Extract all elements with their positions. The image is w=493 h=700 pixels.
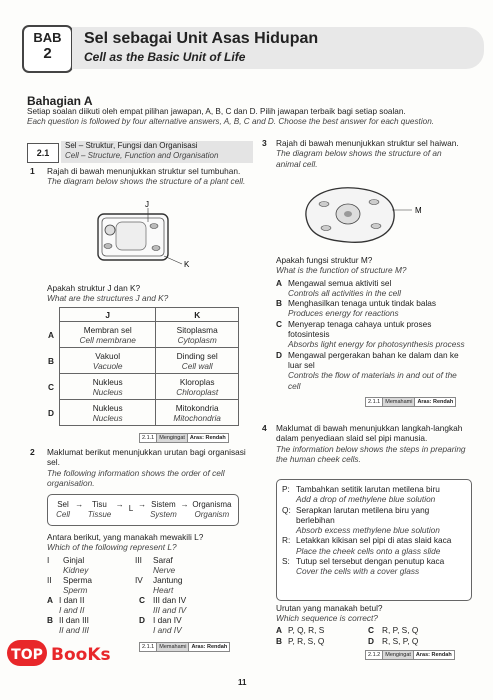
option-k-en: Cell wall [181, 360, 213, 371]
q2-number: 2 [30, 447, 35, 457]
item-text: Saraf [153, 555, 173, 565]
item-numeral: IV [135, 575, 143, 585]
option-k-en: Chloroplast [176, 386, 219, 397]
q2-flow: Sel Cell → Tisu Tissue → L → Sistem System → Organisma Organism [56, 500, 232, 519]
option-text-en: Controls the flow of materials in and out of the cell [288, 370, 457, 391]
option-letter[interactable]: D [139, 615, 145, 625]
option-k: Kloroplas [179, 376, 215, 387]
item-text-en: Sperm [63, 585, 88, 595]
q4-steps [282, 484, 468, 577]
q1-number: 1 [30, 166, 35, 176]
svg-text:TOP: TOP [11, 647, 43, 663]
item-text-en: Kidney [63, 565, 89, 575]
q4-number: 4 [262, 423, 267, 433]
q3-tag [366, 397, 456, 405]
option-text: Menyerap tenaga cahaya untuk proses fotosintesis [288, 318, 432, 340]
option-k: Mitokondria [175, 402, 219, 413]
tag-level: Aras: Rendah [187, 433, 229, 443]
option-text-en: I and IV [153, 625, 182, 635]
option-letter: B [276, 298, 282, 309]
step-text-en: Cover the cells with a cover glass [296, 566, 420, 577]
step-text: Letakkan kikisan sel pipi di atas slaid kaca [296, 535, 452, 546]
tag-skill: Mengingat [382, 650, 414, 660]
q3-number: 3 [262, 138, 267, 148]
option-j-en: Nucleus [92, 412, 123, 423]
step-key: S: [282, 556, 290, 567]
q3-option-d[interactable] [276, 350, 471, 391]
topbooks-logo [5, 632, 140, 672]
option-j: Vakuol [95, 350, 121, 361]
q1-ask-en: What are the structures J and K? [47, 293, 169, 304]
option-letter[interactable]: B [47, 615, 53, 625]
item-text: Jantung [153, 575, 183, 585]
q4-question [276, 603, 471, 624]
topic-title [61, 141, 253, 163]
q4-stem-en: The information below shows the steps in preparing the human cheek cells. [276, 443, 466, 464]
q1-option-a[interactable] [43, 322, 239, 348]
flow-step: Sistem [151, 500, 176, 509]
step-key: Q: [282, 504, 291, 515]
page-number: 11 [238, 678, 247, 687]
tag-level: Aras: Rendah [414, 397, 456, 407]
q4-steps-box [276, 479, 472, 601]
q3-stem [276, 138, 466, 169]
q3-ask-ms: Apakah fungsi struktur M? [276, 255, 373, 265]
q1-option-b[interactable] [43, 348, 239, 374]
item-numeral: III [135, 555, 142, 565]
chapter-title: Sel sebagai Unit Asas Hidupan [84, 30, 319, 47]
flow-step-en: Organism [194, 510, 230, 519]
chapter-number: 2 [43, 45, 52, 62]
plant-cell-diagram [90, 200, 200, 274]
q1-ask-ms: Apakah struktur J dan K? [47, 283, 141, 293]
option-j: Membran sel [83, 324, 132, 335]
option-letter[interactable]: B [276, 636, 282, 646]
tag-level: Aras: Rendah [188, 642, 230, 652]
option-text-en: II and III [59, 625, 89, 635]
instructions-ms: Setiap soalan diikuti oleh empat pilihan jawapan, A, B, C dan D. Pilih jawapan terbaik bagi setiap soalan. [27, 107, 406, 116]
step-key: R: [282, 535, 291, 546]
q2-stem [47, 447, 247, 488]
option-text: I dan IV [153, 615, 182, 625]
item-text-en: Heart [153, 585, 174, 595]
flow-step: Tisu [92, 500, 107, 509]
step-text-en: Absorb excess methylene blue solution [296, 525, 440, 536]
item-numeral: II [47, 575, 52, 585]
animal-cell-diagram [300, 182, 430, 248]
option-j-en: Nucleus [92, 386, 123, 397]
option-j: Nukleus [92, 402, 123, 413]
chapter-header [0, 22, 493, 72]
q4-tag [366, 650, 455, 658]
q1-stem-ms: Rajah di bawah menunjukkan struktur sel tumbuhan. [47, 166, 241, 176]
option-k: Dinding sel [176, 350, 218, 361]
step-key: P: [282, 484, 290, 494]
option-text: III dan IV [153, 595, 187, 605]
q1-question [47, 283, 247, 304]
option-text-en: I and II [59, 605, 85, 615]
item-text-en: Nerve [153, 565, 176, 575]
q2-items [47, 555, 247, 635]
q2-flow-box [47, 494, 239, 526]
q4-ask-en: Which sequence is correct? [276, 613, 378, 624]
option-text: P, Q, R, S [288, 625, 325, 635]
svg-text:BooKs: BooKs [51, 645, 111, 665]
chapter-subtitle: Cell as the Basic Unit of Life [84, 50, 246, 64]
tag-level: Aras: Rendah [413, 650, 455, 660]
option-j-en: Cell membrane [79, 334, 136, 345]
flow-step-en: Tissue [87, 510, 112, 519]
option-text: Mengawal semua aktiviti sel [288, 277, 392, 288]
option-letter: B [48, 355, 54, 366]
q1-col-k: K [156, 308, 239, 322]
option-letter[interactable]: C [139, 595, 145, 605]
option-letter[interactable]: D [368, 636, 374, 646]
q3-option-b[interactable] [276, 298, 471, 319]
tag-code: 2.1.2 [365, 650, 383, 660]
q4-stem [276, 423, 471, 464]
option-text: P, R, S, Q [288, 636, 325, 646]
item-text: Sperma [63, 575, 93, 585]
q1-stem-en: The diagram below shows the structure of a plant cell. [47, 176, 246, 187]
topic-title-en: Cell – Structure, Function and Organisation [65, 151, 219, 160]
option-text: Mengawal pergerakan bahan ke dalam dan ke luar sel [288, 349, 459, 370]
option-text-en: Produces energy for reactions [288, 308, 399, 319]
flow-step: Organisma [192, 500, 232, 509]
step-text-en: Add a drop of methylene blue solution [296, 494, 436, 505]
q3-options [276, 278, 471, 391]
label-j: J [145, 200, 149, 209]
option-text-en: Controls all activities in the cell [288, 287, 401, 298]
instructions [27, 107, 472, 127]
q1-col-j: J [60, 308, 156, 322]
instructions-en: Each question is followed by four alternative answers, A, B, C and D. Choose the best answer for each question. [27, 117, 435, 126]
option-text: I dan II [59, 595, 85, 605]
step-text: Serapkan larutan metilena biru yang berlebihan [296, 504, 430, 525]
option-letter[interactable]: C [368, 625, 374, 635]
step-text: Tambahkan setitik larutan metilena biru [296, 484, 440, 494]
q2-tag [140, 642, 230, 650]
q3-stem-en: The diagram below shows the structure of an animal cell. [276, 148, 442, 169]
q3-question [276, 255, 471, 391]
q1-option-d[interactable] [43, 400, 239, 426]
option-text: II dan III [59, 615, 89, 625]
tag-code: 2.1.1 [139, 433, 157, 443]
q1-option-c[interactable] [43, 374, 239, 400]
option-j: Nukleus [92, 376, 123, 387]
tag-skill: Memahami [382, 397, 415, 407]
option-letter: D [48, 407, 54, 418]
q1-tag [140, 433, 229, 441]
tag-skill: Memahami [156, 642, 189, 652]
tag-code: 2.1.1 [365, 397, 383, 407]
flow-step: Sel [57, 500, 69, 509]
option-k-en: Cytoplasm [177, 334, 217, 345]
flow-step: L [128, 504, 134, 513]
option-text: Menghasilkan tenaga untuk tindak balas [288, 298, 437, 309]
q1-answer-table [43, 307, 239, 426]
topic-title-ms: Sel – Struktur, Fungsi dan Organisasi [65, 141, 198, 150]
item-numeral: I [47, 555, 50, 565]
q1-stem [47, 166, 247, 187]
option-k-en: Mitochondria [173, 412, 221, 423]
tag-skill: Mengingat [156, 433, 188, 443]
topic-box [27, 141, 247, 163]
option-text: R, S, P, Q [382, 636, 419, 646]
option-letter[interactable]: A [276, 625, 282, 635]
q4-step [282, 535, 468, 556]
option-letter: D [276, 349, 282, 360]
option-k: Sitoplasma [176, 324, 218, 335]
q2-stem-ms: Maklumat berikut menunjukkan urutan bagi organisasi sel. [47, 447, 246, 468]
chapter-badge [22, 25, 73, 73]
q2-stem-en: The following information shows the order of cell organisation. [47, 467, 225, 488]
item-text: Ginjal [63, 555, 85, 565]
q2-ask-en: Which of the following represent L? [47, 542, 177, 553]
section-heading: Bahagian A [27, 94, 93, 108]
q3-ask-en: What is the function of structure M? [276, 265, 407, 276]
q4-step [282, 505, 468, 536]
q4-stem-ms: Maklumat di bawah menunjukkan langkah-langkah dalam penyediaan slaid sel pipi manusia. [276, 423, 463, 444]
option-text: R, P, S, Q [382, 625, 419, 635]
label-k-line [164, 256, 182, 264]
option-letter: C [48, 381, 54, 392]
step-text-en: Place the cheek cells onto a glass slide [296, 545, 441, 556]
q3-stem-ms: Rajah di bawah menunjukkan struktur sel haiwan. [276, 138, 459, 148]
label-k: K [184, 260, 190, 269]
option-letter: A [48, 329, 54, 340]
q3-option-c[interactable] [276, 319, 471, 350]
topic-number: 2.1 [27, 143, 59, 163]
option-letter: C [276, 318, 282, 329]
q2-ask-ms: Antara berikut, yang manakah mewakili L? [47, 532, 204, 542]
q4-step [282, 484, 468, 505]
label-m: M [415, 206, 422, 215]
q4-step [282, 556, 468, 577]
chapter-label: BAB [33, 30, 62, 45]
tag-code: 2.1.1 [139, 642, 157, 652]
option-letter: A [276, 277, 282, 288]
step-text: Tutup sel tersebut dengan penutup kaca [296, 556, 445, 567]
option-text-en: III and IV [153, 605, 187, 615]
q4-ask-ms: Urutan yang manakah betul? [276, 603, 383, 613]
q3-option-a[interactable] [276, 278, 471, 299]
flow-step-en: Cell [56, 510, 70, 519]
q4-options [276, 625, 471, 647]
option-j-en: Vacuole [92, 360, 123, 371]
q2-question [47, 532, 247, 553]
option-letter[interactable]: A [47, 595, 53, 605]
flow-step-en: System [150, 510, 177, 519]
option-text-en: Absorbs light energy for photosynthesis process [288, 339, 465, 350]
